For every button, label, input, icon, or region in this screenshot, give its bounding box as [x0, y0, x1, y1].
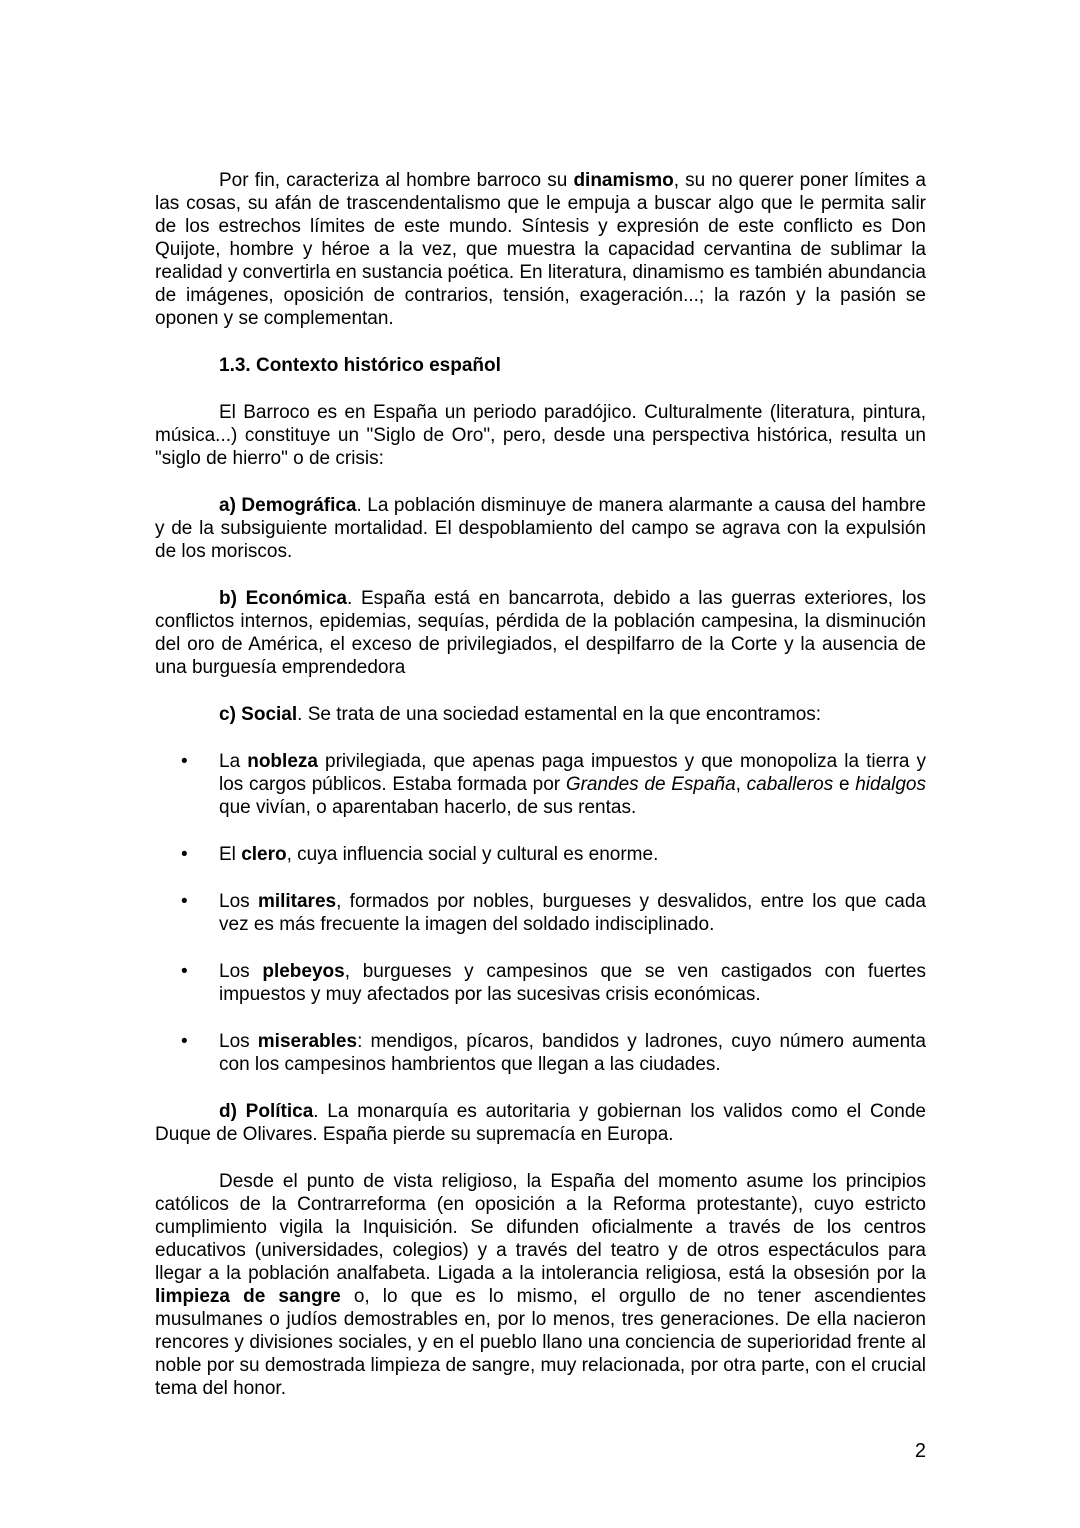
text-run: , burgueses y campesinos que se ven castigados con fuertes impuestos y muy afectados por las sucesivas crisis económicas.	[219, 961, 926, 1005]
text-run: Los	[219, 1031, 258, 1052]
document-page	[155, 169, 926, 1400]
text-run: que vivían, o aparentaban hacerlo, de sus rentas.	[219, 797, 637, 818]
text-run: . Se trata de una sociedad estamental en la que encontramos:	[297, 704, 822, 725]
crisis-label-social: c) Social	[219, 704, 298, 725]
bold-term: clero	[241, 844, 287, 865]
list-item-miserables	[155, 1030, 926, 1076]
bold-term: nobleza	[247, 751, 318, 772]
text-run: : mendigos, pícaros, bandidos y ladrones, cuyo número aumenta con los campesinos hambrientos que llegan a las ciudades.	[219, 1031, 926, 1075]
text-run: , su no querer poner límites a las cosas, su afán de trascendentalismo que le empuja a buscar algo que le permita salir de los estrechos límites de este mundo. Síntesis y expresión de este conflicto es Don Quijote, hombre y héroe a la vez, que muestra la capacidad cervantina de sublimar la realidad y convertirla en sustancia poética. En literatura, dinamismo es también abundancia de imágenes, oposición de contrarios, tensión, exageración...; la razón y la pasión se oponen y se complementan.	[155, 170, 926, 329]
text-run: ,	[735, 774, 747, 795]
italic-term: caballeros	[746, 774, 834, 795]
paragraph-social	[155, 703, 926, 726]
crisis-label-economica: b) Económica	[219, 588, 347, 609]
bold-term-dinamismo: dinamismo	[573, 170, 674, 191]
text-run: Los	[219, 961, 263, 982]
text-run: , cuya influencia social y cultural es enorme.	[286, 844, 659, 865]
paragraph-religioso	[155, 1170, 926, 1400]
bold-term: miserables	[257, 1031, 358, 1052]
paragraph-dinamismo	[155, 169, 926, 330]
text-run: . La población disminuye de manera alarmante a causa del hambre y de la subsiguiente mortalidad. El despoblamiento del campo se agrava con la expulsión de los moriscos.	[155, 495, 926, 562]
text-run: . La monarquía es autoritaria y gobiernan los validos como el Conde Duque de Olivares. España pierde su supremacía en Europa.	[155, 1101, 926, 1145]
paragraph-politica	[155, 1100, 926, 1146]
paragraph-economica	[155, 587, 926, 679]
text-run: o, lo que es lo mismo, el orgullo de no tener ascendientes musulmanes o judíos demostrables en, por lo menos, tres generaciones. De ella nacieron rencores y divisiones sociales, y en el pueblo llano una conciencia de superioridad frente al noble por su demostrada limpieza de sangre, muy relacionada, por otra parte, con el crucial tema del honor.	[155, 1286, 926, 1399]
text-run: . España está en bancarrota, debido a las guerras exteriores, los conflictos internos, epidemias, sequías, pérdida de la población campesina, la disminución del oro de América, el exceso de privilegiados, el despilfarro de la Corte y la ausencia de una burguesía emprendedora	[155, 588, 926, 678]
text-run: Por fin, caracteriza al hombre barroco su	[219, 170, 574, 191]
text-run: Desde el punto de vista religioso, la España del momento asume los principios católicos de la Contrarreforma (en oposición a la Reforma protestante), cuyo estricto cumplimiento vigila la Inquisición. Se difunden oficialmente a través de los centros educativos (universidades, colegios) y a través del teatro y de otros espectáculos para llegar a la población analfabeta. Ligada a la intolerancia religiosa, está la obsesión por la	[155, 1171, 926, 1284]
bold-term: militares	[257, 891, 337, 912]
text-run: La	[219, 751, 248, 772]
bold-term-limpieza: limpieza de sangre	[155, 1286, 341, 1307]
paragraph-demografica	[155, 494, 926, 563]
italic-term: hidalgos	[855, 774, 926, 795]
text-run: , formados por nobles, burgueses y desvalidos, entre los que cada vez es más frecuente la imagen del soldado indisciplinado.	[219, 891, 926, 935]
list-item-militares	[155, 890, 926, 936]
text-run: e	[833, 774, 856, 795]
italic-term: Grandes de España	[565, 774, 736, 795]
bold-term: plebeyos	[262, 961, 345, 982]
social-classes-list	[155, 750, 926, 1076]
page-number: 2	[914, 1440, 926, 1462]
list-item-plebeyos	[155, 960, 926, 1006]
crisis-label-demografica: a) Demográfica	[219, 495, 357, 516]
list-item-clero	[155, 843, 926, 866]
list-item-nobleza	[155, 750, 926, 819]
text-run: Los	[219, 891, 258, 912]
text-run: El	[219, 844, 242, 865]
paragraph-intro-barroco: El Barroco es en España un periodo paradójico. Culturalmente (literatura, pintura, música...) constituye un "Siglo de Oro", pero, desde una perspectiva histórica, resulta un "siglo de hierro" o de crisis:	[155, 402, 926, 469]
section-heading: 1.3. Contexto histórico español	[219, 355, 501, 376]
text-run: privilegiada, que apenas paga impuestos y que monopoliza la tierra y los cargos públicos. Estaba formada por	[219, 751, 926, 795]
crisis-label-politica: d) Política	[219, 1101, 314, 1122]
